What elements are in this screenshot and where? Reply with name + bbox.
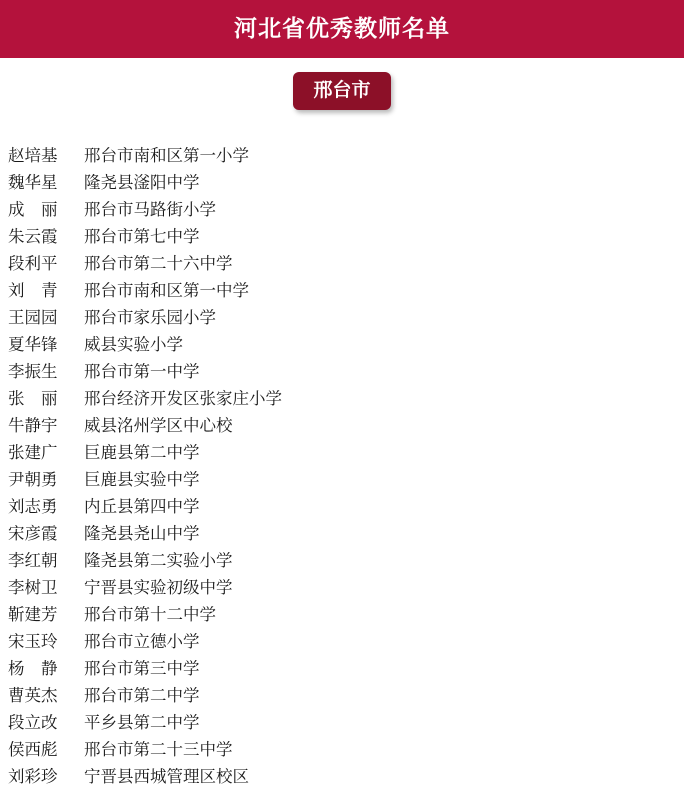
- list-item: [6, 358, 684, 385]
- teacher-name: 成 丽: [8, 200, 58, 219]
- list-item: [6, 655, 684, 682]
- teacher-school: 邢台市第二中学: [84, 686, 200, 705]
- list-item: [6, 277, 684, 304]
- list-item: [6, 385, 684, 412]
- teacher-name: 魏华星: [8, 173, 58, 192]
- teacher-name: 段利平: [8, 254, 58, 273]
- teacher-name: 李红朝: [8, 551, 58, 570]
- teacher-name: 牛静宇: [8, 416, 58, 435]
- teacher-school: 隆尧县滏阳中学: [84, 173, 200, 192]
- teacher-school: 邢台市第一中学: [84, 362, 200, 381]
- list-item: [6, 682, 684, 709]
- list-item: [6, 709, 684, 736]
- teacher-school: 巨鹿县第二中学: [84, 443, 200, 462]
- list-item: [6, 628, 684, 655]
- teacher-name: 李树卫: [8, 578, 58, 597]
- teacher-school: 邢台市南和区第一小学: [84, 146, 249, 165]
- teacher-school: 邢台市第七中学: [84, 227, 200, 246]
- teacher-name: 靳建芳: [8, 605, 58, 624]
- list-item: [6, 250, 684, 277]
- teacher-name: 曹英杰: [8, 686, 58, 705]
- teacher-school: 隆尧县尧山中学: [84, 524, 200, 543]
- teacher-school: 邢台市第二十三中学: [84, 740, 233, 759]
- teacher-school: 邢台市马路街小学: [84, 200, 216, 219]
- teacher-name: 张建广: [8, 443, 58, 462]
- teacher-name: 李振生: [8, 362, 58, 381]
- teacher-name: 张 丽: [8, 389, 58, 408]
- teacher-school: 平乡县第二中学: [84, 713, 200, 732]
- list-item: [6, 574, 684, 601]
- teacher-name: 宋彦霞: [8, 524, 58, 543]
- list-item: [6, 520, 684, 547]
- list-item: [6, 493, 684, 520]
- teacher-school: 邢台市南和区第一中学: [84, 281, 249, 300]
- teacher-name: 朱云霞: [8, 227, 58, 246]
- teacher-name: 刘志勇: [8, 497, 58, 516]
- list-item: [6, 142, 684, 169]
- teacher-school: 内丘县第四中学: [84, 497, 200, 516]
- teacher-school: 威县洺州学区中心校: [84, 416, 233, 435]
- list-item: [6, 547, 684, 574]
- teacher-school: 宁晋县实验初级中学: [84, 578, 233, 597]
- list-item: [6, 763, 684, 790]
- city-tag: 邢台市: [293, 72, 390, 110]
- teacher-name: 刘彩珍: [8, 767, 58, 786]
- teacher-name: 夏华锋: [8, 335, 58, 354]
- list-item: [6, 331, 684, 358]
- list-item: [6, 412, 684, 439]
- list-item: [6, 196, 684, 223]
- teacher-name: 宋玉玲: [8, 632, 58, 651]
- list-item: [6, 169, 684, 196]
- teacher-name: 侯西彪: [8, 740, 58, 759]
- teacher-name: 段立改: [8, 713, 58, 732]
- teacher-school: 邢台市家乐园小学: [84, 308, 216, 327]
- teacher-school: 宁晋县西城管理区校区: [84, 767, 249, 786]
- header-banner: [0, 0, 684, 58]
- teacher-school: 邢台经济开发区张家庄小学: [84, 389, 282, 408]
- teacher-name: 王园园: [8, 308, 58, 327]
- list-item: [6, 601, 684, 628]
- teacher-school: 邢台市第三中学: [84, 659, 200, 678]
- teacher-name: 刘 青: [8, 281, 58, 300]
- list-item: [6, 223, 684, 250]
- teacher-school: 隆尧县第二实验小学: [84, 551, 233, 570]
- list-item: [6, 466, 684, 493]
- list-item: [6, 304, 684, 331]
- teacher-name: 赵培基: [8, 146, 58, 165]
- teacher-school: 邢台市第十二中学: [84, 605, 216, 624]
- teacher-name: 尹朝勇: [8, 470, 58, 489]
- list-item: [6, 439, 684, 466]
- page-title: 河北省优秀教师名单: [234, 15, 450, 42]
- teacher-school: 威县实验小学: [84, 335, 183, 354]
- teacher-school: 邢台市第二十六中学: [84, 254, 233, 273]
- teacher-list: [0, 142, 684, 790]
- teacher-name: 杨 静: [8, 659, 58, 678]
- city-tag-container: [0, 72, 684, 110]
- list-item: [6, 736, 684, 763]
- teacher-school: 邢台市立德小学: [84, 632, 200, 651]
- teacher-school: 巨鹿县实验中学: [84, 470, 200, 489]
